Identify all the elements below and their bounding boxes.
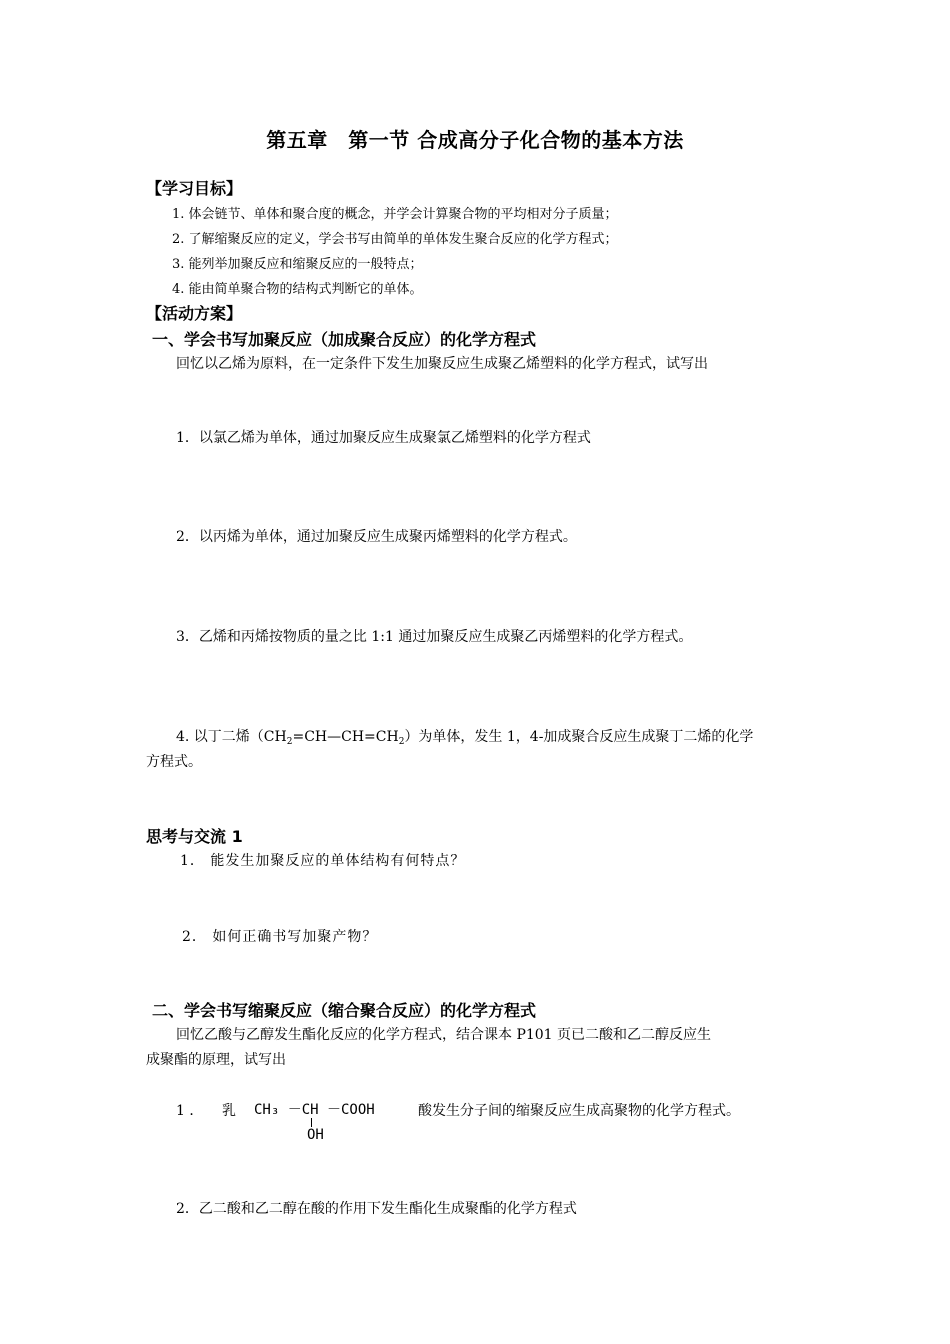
part2-intro-line2: 成聚酯的原理，试写出 bbox=[146, 1052, 286, 1068]
part2-question-2: 2．乙二酸和乙二醇在酸的作用下发生酯化生成聚酯的化学方程式 bbox=[176, 1201, 577, 1217]
activity-heading: 【活动方案】 bbox=[146, 304, 243, 323]
q4-mid: =CH—CH=CH bbox=[292, 729, 399, 745]
formula-branch-bond bbox=[311, 1118, 312, 1127]
think1-question-2: 2． 如何正确书写加聚产物？ bbox=[182, 929, 378, 945]
part1-intro: 回忆以乙烯为原料，在一定条件下发生加聚反应生成聚乙烯塑料的化学方程式，试写出 bbox=[176, 356, 708, 372]
page-title: 第五章 第一节 合成高分子化合物的基本方法 bbox=[266, 128, 684, 152]
q4-sub-2: 2 bbox=[398, 737, 405, 747]
part1-question-2: 2．以丙烯为单体，通过加聚反应生成聚丙烯塑料的化学方程式。 bbox=[176, 529, 577, 545]
think1-question-1: 1． 能发生加聚反应的单体结构有何特点？ bbox=[180, 853, 466, 869]
part1-question-4 bbox=[176, 726, 753, 747]
part1-question-1: 1．以氯乙烯为单体，通过加聚反应生成聚氯乙烯塑料的化学方程式 bbox=[176, 430, 591, 446]
objective-item-2: 2. 了解缩聚反应的定义，学会书写由简单的单体发生聚合反应的化学方程式； bbox=[172, 232, 618, 247]
part2-intro-line1: 回忆乙酸与乙醇发生酯化反应的化学方程式，结合课本 P101 页已二酸和乙二醇反应生 bbox=[176, 1027, 712, 1043]
part2-question-1-text: 酸发生分子间的缩聚反应生成高聚物的化学方程式。 bbox=[418, 1103, 740, 1119]
part1-heading: 一、学会书写加聚反应（加成聚合反应）的化学方程式 bbox=[152, 330, 537, 349]
lactic-acid-hydroxyl: OH bbox=[307, 1127, 324, 1143]
part2-question-1-word: 乳 bbox=[222, 1103, 236, 1119]
part1-question-4-line2: 方程式。 bbox=[146, 754, 202, 770]
objectives-heading: 【学习目标】 bbox=[146, 179, 243, 198]
objective-item-1: 1. 体会链节、单体和聚合度的概念，并学会计算聚合物的平均相对分子质量； bbox=[172, 207, 618, 222]
q4-pre: 4. 以丁二烯（CH bbox=[176, 729, 287, 745]
lactic-acid-formula: CH₃ －CH －COOH bbox=[254, 1102, 375, 1118]
part2-heading: 二、学会书写缩聚反应（缩合聚合反应）的化学方程式 bbox=[152, 1001, 537, 1020]
part1-question-3: 3．乙烯和丙烯按物质的量之比 1:1 通过加聚反应生成聚乙丙烯塑料的化学方程式。 bbox=[176, 629, 693, 645]
q4-sub-1: 2 bbox=[286, 737, 293, 747]
q4-post: ）为单体，发生 1，4-加成聚合反应生成聚丁二烯的化学 bbox=[404, 729, 754, 745]
objective-item-3: 3. 能列举加聚反应和缩聚反应的一般特点； bbox=[172, 257, 423, 272]
part2-question-1-number: 1 ． bbox=[176, 1103, 204, 1119]
think1-heading: 思考与交流 1 bbox=[146, 827, 243, 846]
objective-item-4: 4. 能由简单聚合物的结构式判断它的单体。 bbox=[172, 282, 423, 297]
